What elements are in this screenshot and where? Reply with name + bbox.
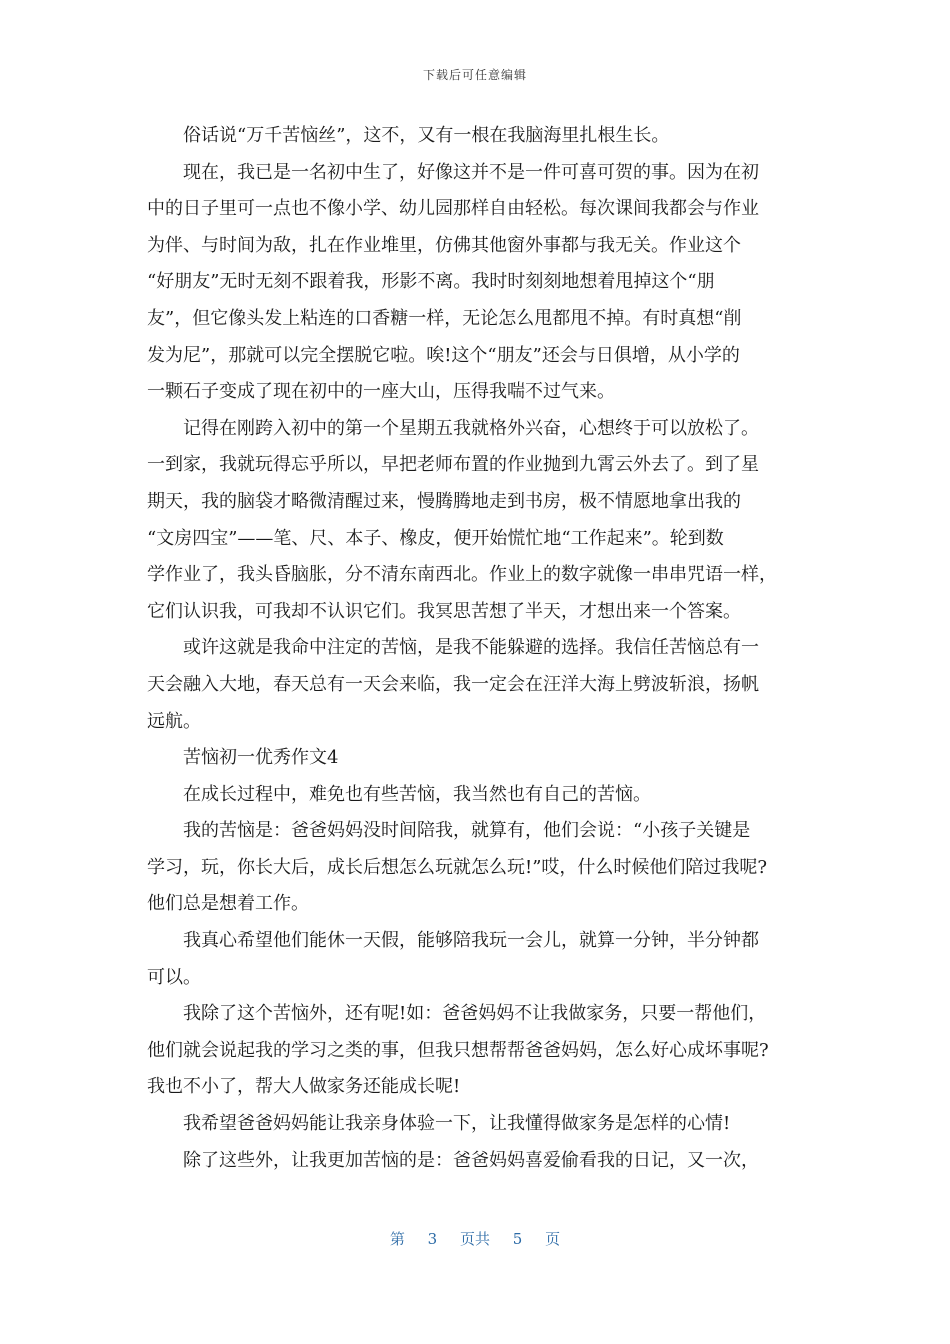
text-line: 它们认识我，可我却不认识它们。我冥思苦想了半天，才想出来一个答案。: [147, 600, 741, 622]
heading-text: 苦恼初一优秀作文4: [183, 747, 339, 769]
text-line: 俗话说“万千苦恼丝”，这不，又有一根在我脑海里扎根生长。: [183, 125, 670, 146]
text-line: 友”，但它像头发上粘连的口香糖一样，无论怎么甩都甩不掉。有时真想“削: [147, 307, 742, 329]
text-line: 可以。: [147, 966, 201, 988]
text-line: 我的苦恼是：爸爸妈妈没时间陪我，就算有，他们会说：“小孩子关键是: [183, 820, 751, 842]
paragraph-7: [147, 923, 807, 996]
text-line: 学作业了，我头昏脑胀，分不清东南西北。作业上的数字就像一串串咒语一样，: [147, 564, 777, 586]
document-body: [147, 118, 807, 1179]
page-footer: [0, 1228, 950, 1249]
text-line: “好朋友”无时无刻不跟着我，形影不离。我时时刻刻地想着甩掉这个“朋: [147, 271, 715, 293]
footer-label-end: 页: [545, 1230, 561, 1248]
text-line: 远航。: [147, 710, 201, 732]
text-line: 发为尼”，那就可以完全摆脱它啦。唉!这个“朋友”还会与日俱增，从小学的: [147, 344, 740, 366]
text-line: 我希望爸爸妈妈能让我亲身体验一下，让我懂得做家务是怎样的心情!: [183, 1113, 731, 1135]
text-line: 我除了这个苦恼外，还有呢!如：爸爸妈妈不让我做家务，只要一帮他们，: [183, 1003, 767, 1025]
text-line: 在成长过程中，难免也有些苦恼，我当然也有自己的苦恼。: [183, 783, 651, 805]
text-line: 一颗石子变成了现在初中的一座大山，压得我喘不过气来。: [147, 381, 615, 403]
paragraph-1: [147, 118, 807, 155]
text-line: 一到家，我就玩得忘乎所以，早把老师布置的作业抛到九霄云外去了。到了星: [147, 454, 759, 476]
paragraph-8: [147, 996, 807, 1106]
text-line: 或许这就是我命中注定的苦恼，是我不能躲避的选择。我信任苦恼总有一: [183, 637, 759, 659]
paragraph-10: [147, 1143, 807, 1180]
footer-total-pages: 5: [512, 1230, 523, 1248]
text-line: 现在，我已是一名初中生了，好像这并不是一件可喜可贺的事。因为在初: [183, 161, 759, 183]
text-line: 他们就会说起我的学习之类的事，但我只想帮帮爸爸妈妈，怎么好心成坏事呢?: [147, 1039, 769, 1061]
text-line: 学习，玩，你长大后，成长后想怎么玩就怎么玩!”哎，什么时候他们陪过我呢?: [147, 856, 768, 878]
footer-label-page: 第: [389, 1230, 405, 1248]
footer-label-of: 页共: [459, 1230, 490, 1248]
text-line: 天会融入大地，春天总有一天会来临，我一定会在汪洋大海上劈波斩浪，扬帆: [147, 673, 759, 695]
section-heading: [147, 740, 807, 777]
text-line: 中的日子里可一点也不像小学、幼儿园那样自由轻松。每次课间我都会与作业: [147, 198, 759, 220]
paragraph-5: [147, 777, 807, 814]
text-line: 我真心希望他们能休一天假，能够陪我玩一会儿，就算一分钟，半分钟都: [183, 930, 759, 952]
text-line: 我也不小了，帮大人做家务还能成长呢!: [147, 1076, 461, 1098]
text-line: 除了这些外，让我更加苦恼的是：爸爸妈妈喜爱偷看我的日记，又一次，: [183, 1149, 759, 1171]
text-line: 他们总是想着工作。: [147, 893, 309, 915]
paragraph-6: [147, 813, 807, 923]
paragraph-4: [147, 630, 807, 740]
header-note: 下载后可任意编辑: [422, 68, 527, 82]
paragraph-9: [147, 1106, 807, 1143]
footer-current-page: 3: [427, 1230, 438, 1248]
text-line: 为伴、与时间为敌，扎在作业堆里，仿佛其他窗外事都与我无关。作业这个: [147, 234, 741, 256]
paragraph-2: [147, 155, 807, 411]
text-line: 记得在刚跨入初中的第一个星期五我就格外兴奋，心想终于可以放松了。: [183, 417, 759, 439]
paragraph-3: [147, 411, 807, 631]
text-line: 期天，我的脑袋才略微清醒过来，慢腾腾地走到书房，极不情愿地拿出我的: [147, 490, 741, 512]
text-line: “文房四宝”——笔、尺、本子、橡皮，便开始慌忙地“工作起来”。轮到数: [147, 527, 724, 549]
